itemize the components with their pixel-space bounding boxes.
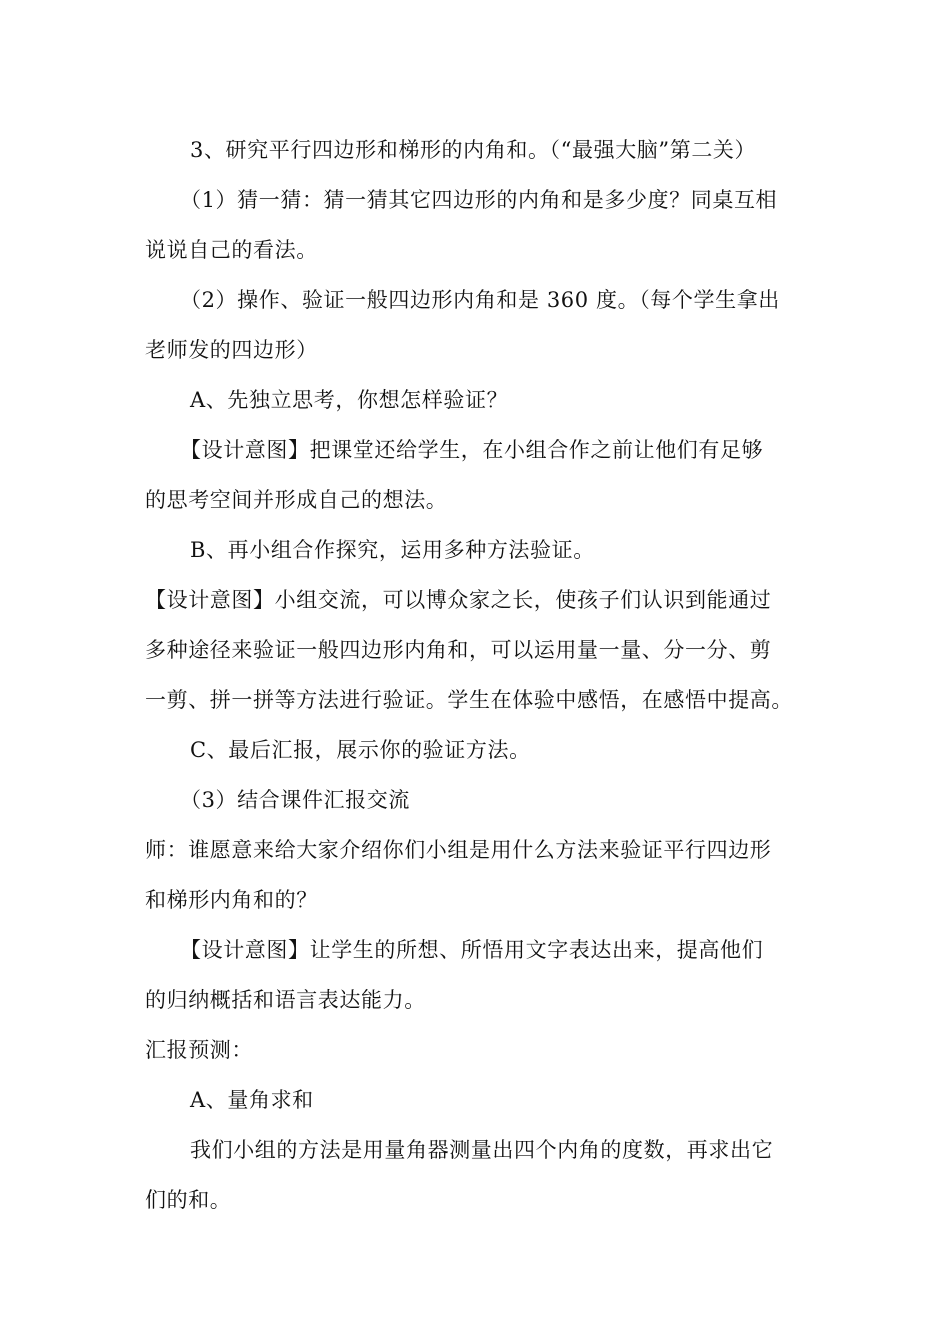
paragraph-line: （2）操作、验证一般四边形内角和是 360 度。（每个学生拿出 xyxy=(180,288,780,312)
paragraph-line: （3）结合课件汇报交流 xyxy=(180,788,410,812)
paragraph-line: 多种途径来验证一般四边形内角和，可以运用量一量、分一分、剪 xyxy=(145,638,772,662)
paragraph-line: 老师发的四边形） xyxy=(145,338,318,362)
paragraph-line: 一剪、拼一拼等方法进行验证。学生在体验中感悟，在感悟中提高。 xyxy=(145,688,793,712)
paragraph-line: 和梯形内角和的？ xyxy=(145,888,318,912)
paragraph-line: 汇报预测： xyxy=(145,1038,253,1062)
paragraph-line: 师：谁愿意来给大家介绍你们小组是用什么方法来验证平行四边形 xyxy=(145,838,772,862)
paragraph-line: 的思考空间并形成自己的想法。 xyxy=(145,488,448,512)
paragraph-line: 们的和。 xyxy=(145,1188,232,1212)
paragraph-line: 【设计意图】小组交流，可以博众家之长，使孩子们认识到能通过 xyxy=(145,588,772,612)
paragraph-line: 我们小组的方法是用量角器测量出四个内角的度数，再求出它 xyxy=(190,1138,774,1162)
paragraph-line: 说说自己的看法。 xyxy=(145,238,318,262)
paragraph-line: C、最后汇报，展示你的验证方法。 xyxy=(190,738,531,762)
paragraph-line: A、量角求和 xyxy=(190,1088,314,1112)
paragraph-line: 3、研究平行四边形和梯形的内角和。（“最强大脑”第二关） xyxy=(190,138,757,162)
paragraph-line: A、先独立思考，你想怎样验证？ xyxy=(190,388,509,412)
paragraph-line: B、再小组合作探究，运用多种方法验证。 xyxy=(190,538,595,562)
paragraph-line: （1）猜一猜：猜一猜其它四边形的内角和是多少度？同桌互相 xyxy=(180,188,778,212)
paragraph-line: 【设计意图】让学生的所想、所悟用文字表达出来，提高他们 xyxy=(180,938,764,962)
paragraph-line: 的归纳概括和语言表达能力。 xyxy=(145,988,426,1012)
paragraph-line: 【设计意图】把课堂还给学生，在小组合作之前让他们有足够 xyxy=(180,438,764,462)
